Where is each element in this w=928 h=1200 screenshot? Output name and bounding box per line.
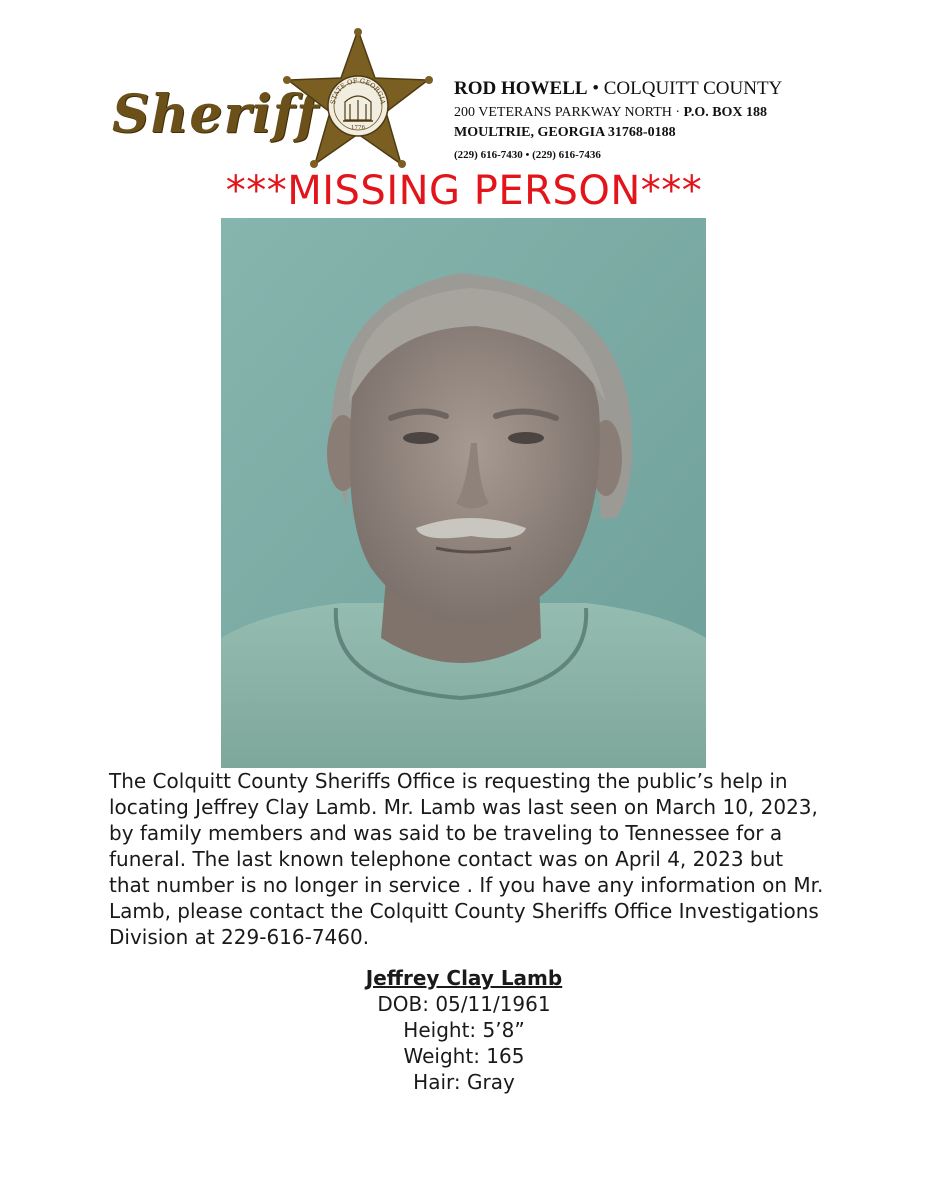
person-name: Jeffrey Clay Lamb bbox=[365, 966, 563, 990]
contact-block bbox=[454, 78, 782, 161]
phone-1: (229) 616-7430 bbox=[454, 149, 523, 161]
separator-dot: • bbox=[592, 78, 599, 99]
sheriff-star-badge-icon bbox=[283, 28, 433, 168]
phone-line bbox=[454, 149, 782, 161]
person-dob: DOB: 05/11/1961 bbox=[377, 992, 551, 1016]
person-hair: Hair: Gray bbox=[413, 1070, 515, 1094]
county-name: COLQUITT COUNTY bbox=[603, 78, 783, 99]
separator-dot: • bbox=[525, 149, 530, 161]
address-line bbox=[454, 105, 782, 121]
city-line: MOULTRIE, GEORGIA 31768-0188 bbox=[454, 125, 676, 140]
phone-2: (229) 616-7436 bbox=[532, 149, 601, 161]
po-box: P.O. BOX 188 bbox=[683, 105, 768, 120]
person-details bbox=[0, 965, 928, 1095]
sheriff-name-line bbox=[454, 78, 782, 100]
svg-text:STATE OF GEORGIA: STATE OF GEORGIA bbox=[329, 76, 387, 105]
mugshot-photo bbox=[221, 218, 706, 768]
missing-person-banner: ***MISSING PERSON*** bbox=[225, 168, 703, 214]
person-height: Height: 5’8” bbox=[403, 1018, 525, 1042]
separator-dot: · bbox=[675, 105, 681, 120]
sheriff-wordmark: Sheriff bbox=[112, 84, 320, 145]
letterhead bbox=[0, 0, 928, 175]
sheriff-name: ROD HOWELL bbox=[454, 78, 588, 99]
svg-text:1776: 1776 bbox=[351, 125, 365, 131]
description-paragraph: The Colquitt County Sheriffs Office is requesting the public’s help in locating Jeffrey Clay Lamb. Mr. Lamb was last seen on March 10, 2023, by family members and was said to be traveling to Tennessee for a funeral. The last known telephone contact was on April 4, 2023 but that number is no longer in service . If you have any information on Mr. Lamb, please contact the Colquitt County Sheriffs Office Investigations Division at 229-616-7460. bbox=[109, 769, 824, 949]
person-weight: Weight: 165 bbox=[403, 1044, 525, 1068]
street-address: 200 VETERANS PARKWAY NORTH bbox=[454, 105, 672, 120]
